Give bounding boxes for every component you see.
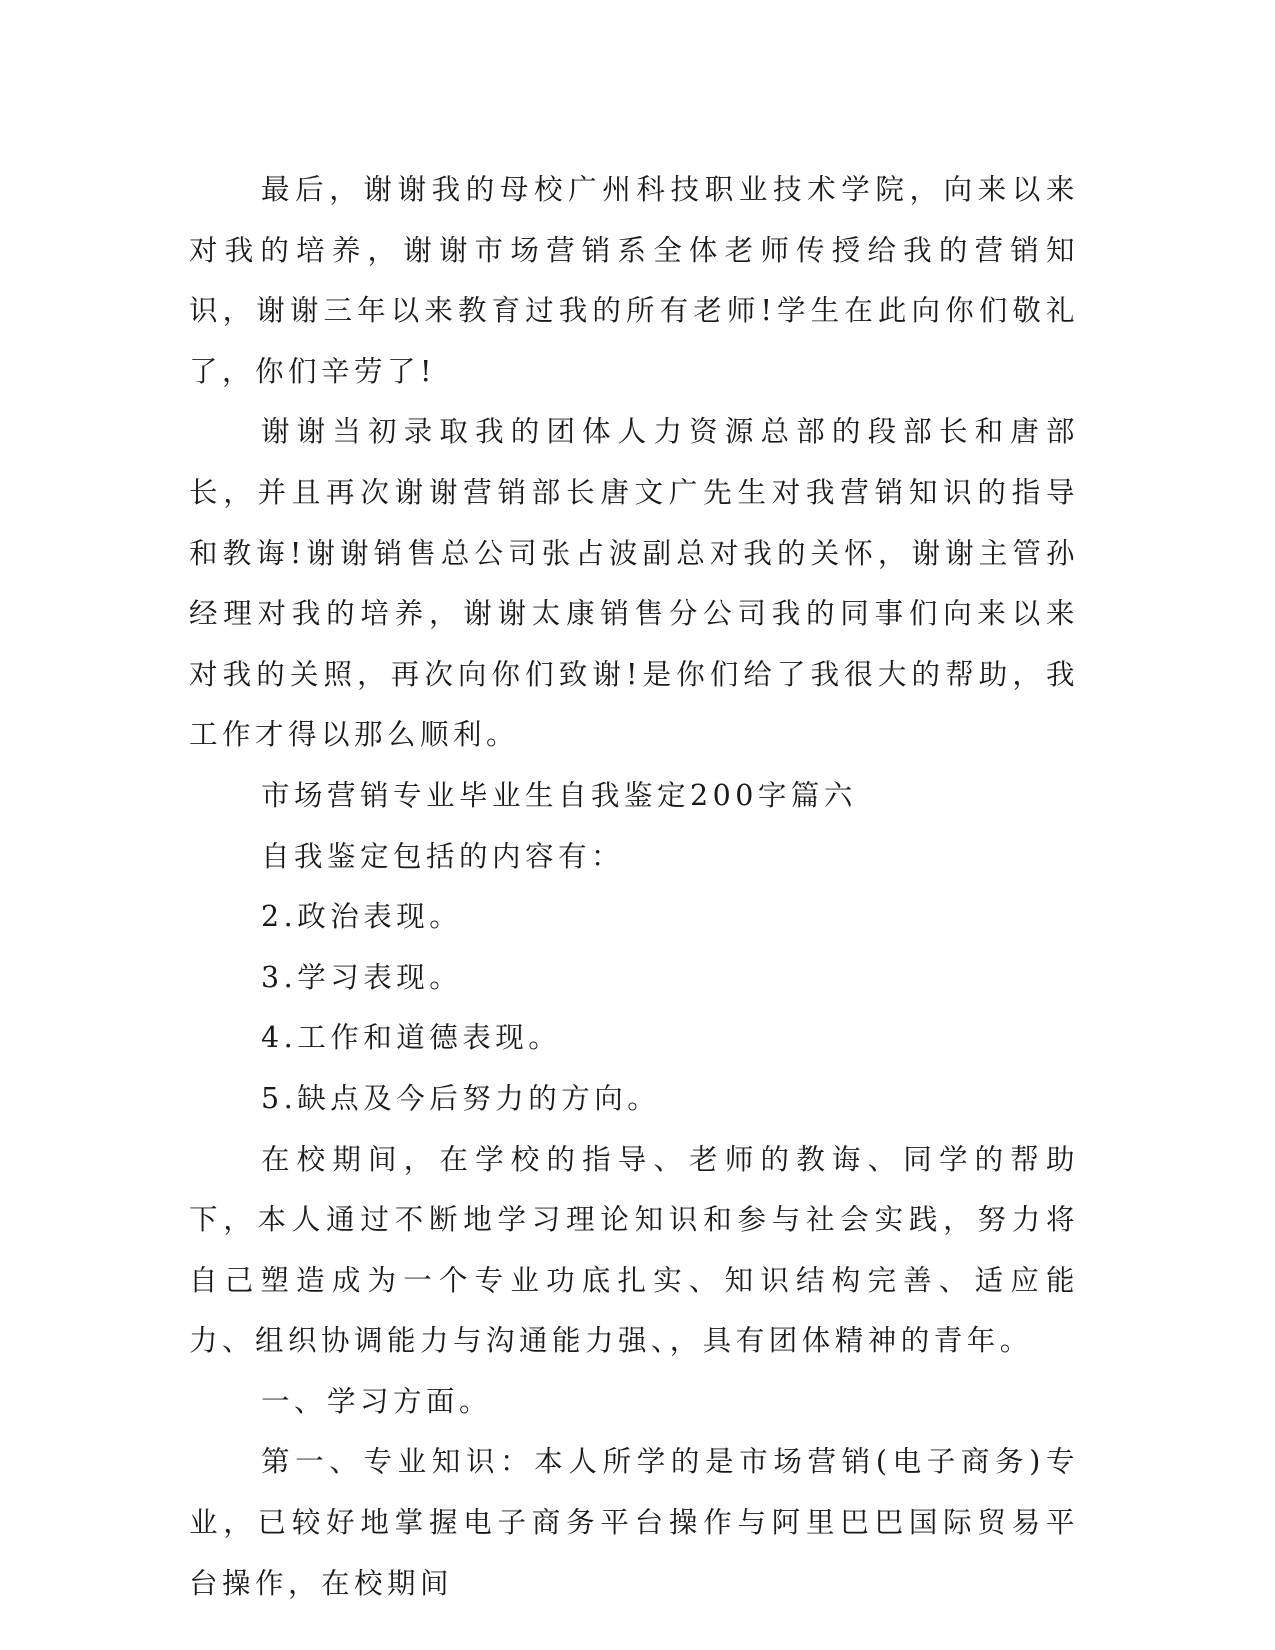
- subsection-heading: 一、学习方面。: [261, 1384, 493, 1418]
- paragraph-contents-intro: 自我鉴定包括的内容有：: [261, 839, 625, 873]
- list-item: 3.学习表现。: [261, 960, 463, 994]
- paragraph-school-period: 在校期间，在学校的指导、老师的教诲、同学的帮助下，本人通过不断地学习理论知识和参与社会实践，努力将自己塑造成为一个专业功底扎实、知识结构完善、适应能力、组织协调能力与沟通能力强、，具有团体精神的青年。: [189, 1142, 1079, 1358]
- paragraph-thanks-school: 最后，谢谢我的母校广州科技职业技术学院，向来以来对我的培养，谢谢市场营销系全体老师传授给我的营销知识，谢谢三年以来教育过我的所有老师!学生在此向你们敬礼了，你们辛劳了!: [189, 173, 1079, 388]
- list-item: 2.政治表现。: [261, 900, 463, 934]
- paragraph-thanks-colleagues: 谢谢当初录取我的团体人力资源总部的段部长和唐部长，并且再次谢谢营销部长唐文广先生对我营销知识的指导和教诲!谢谢销售总公司张占波副总对我的关怀，谢谢主管孙经理对我的培养，谢谢太康销售分公司我的同事们向来以来对我的关照，再次向你们致谢!是你们给了我很大的帮助，我工作才得以那么顺利。: [189, 415, 1079, 752]
- list-item: 5.缺点及今后努力的方向。: [261, 1081, 661, 1115]
- section-heading: 市场营销专业毕业生自我鉴定200字篇六: [261, 778, 857, 812]
- document-body: [189, 160, 1079, 1614]
- list-item: 4.工作和道德表现。: [261, 1021, 562, 1055]
- paragraph-professional-knowledge: 第一、专业知识：本人所学的是市场营销(电子商务)专业，已较好地掌握电子商务平台操作与阿里巴巴国际贸易平台操作，在校期间: [189, 1445, 1079, 1600]
